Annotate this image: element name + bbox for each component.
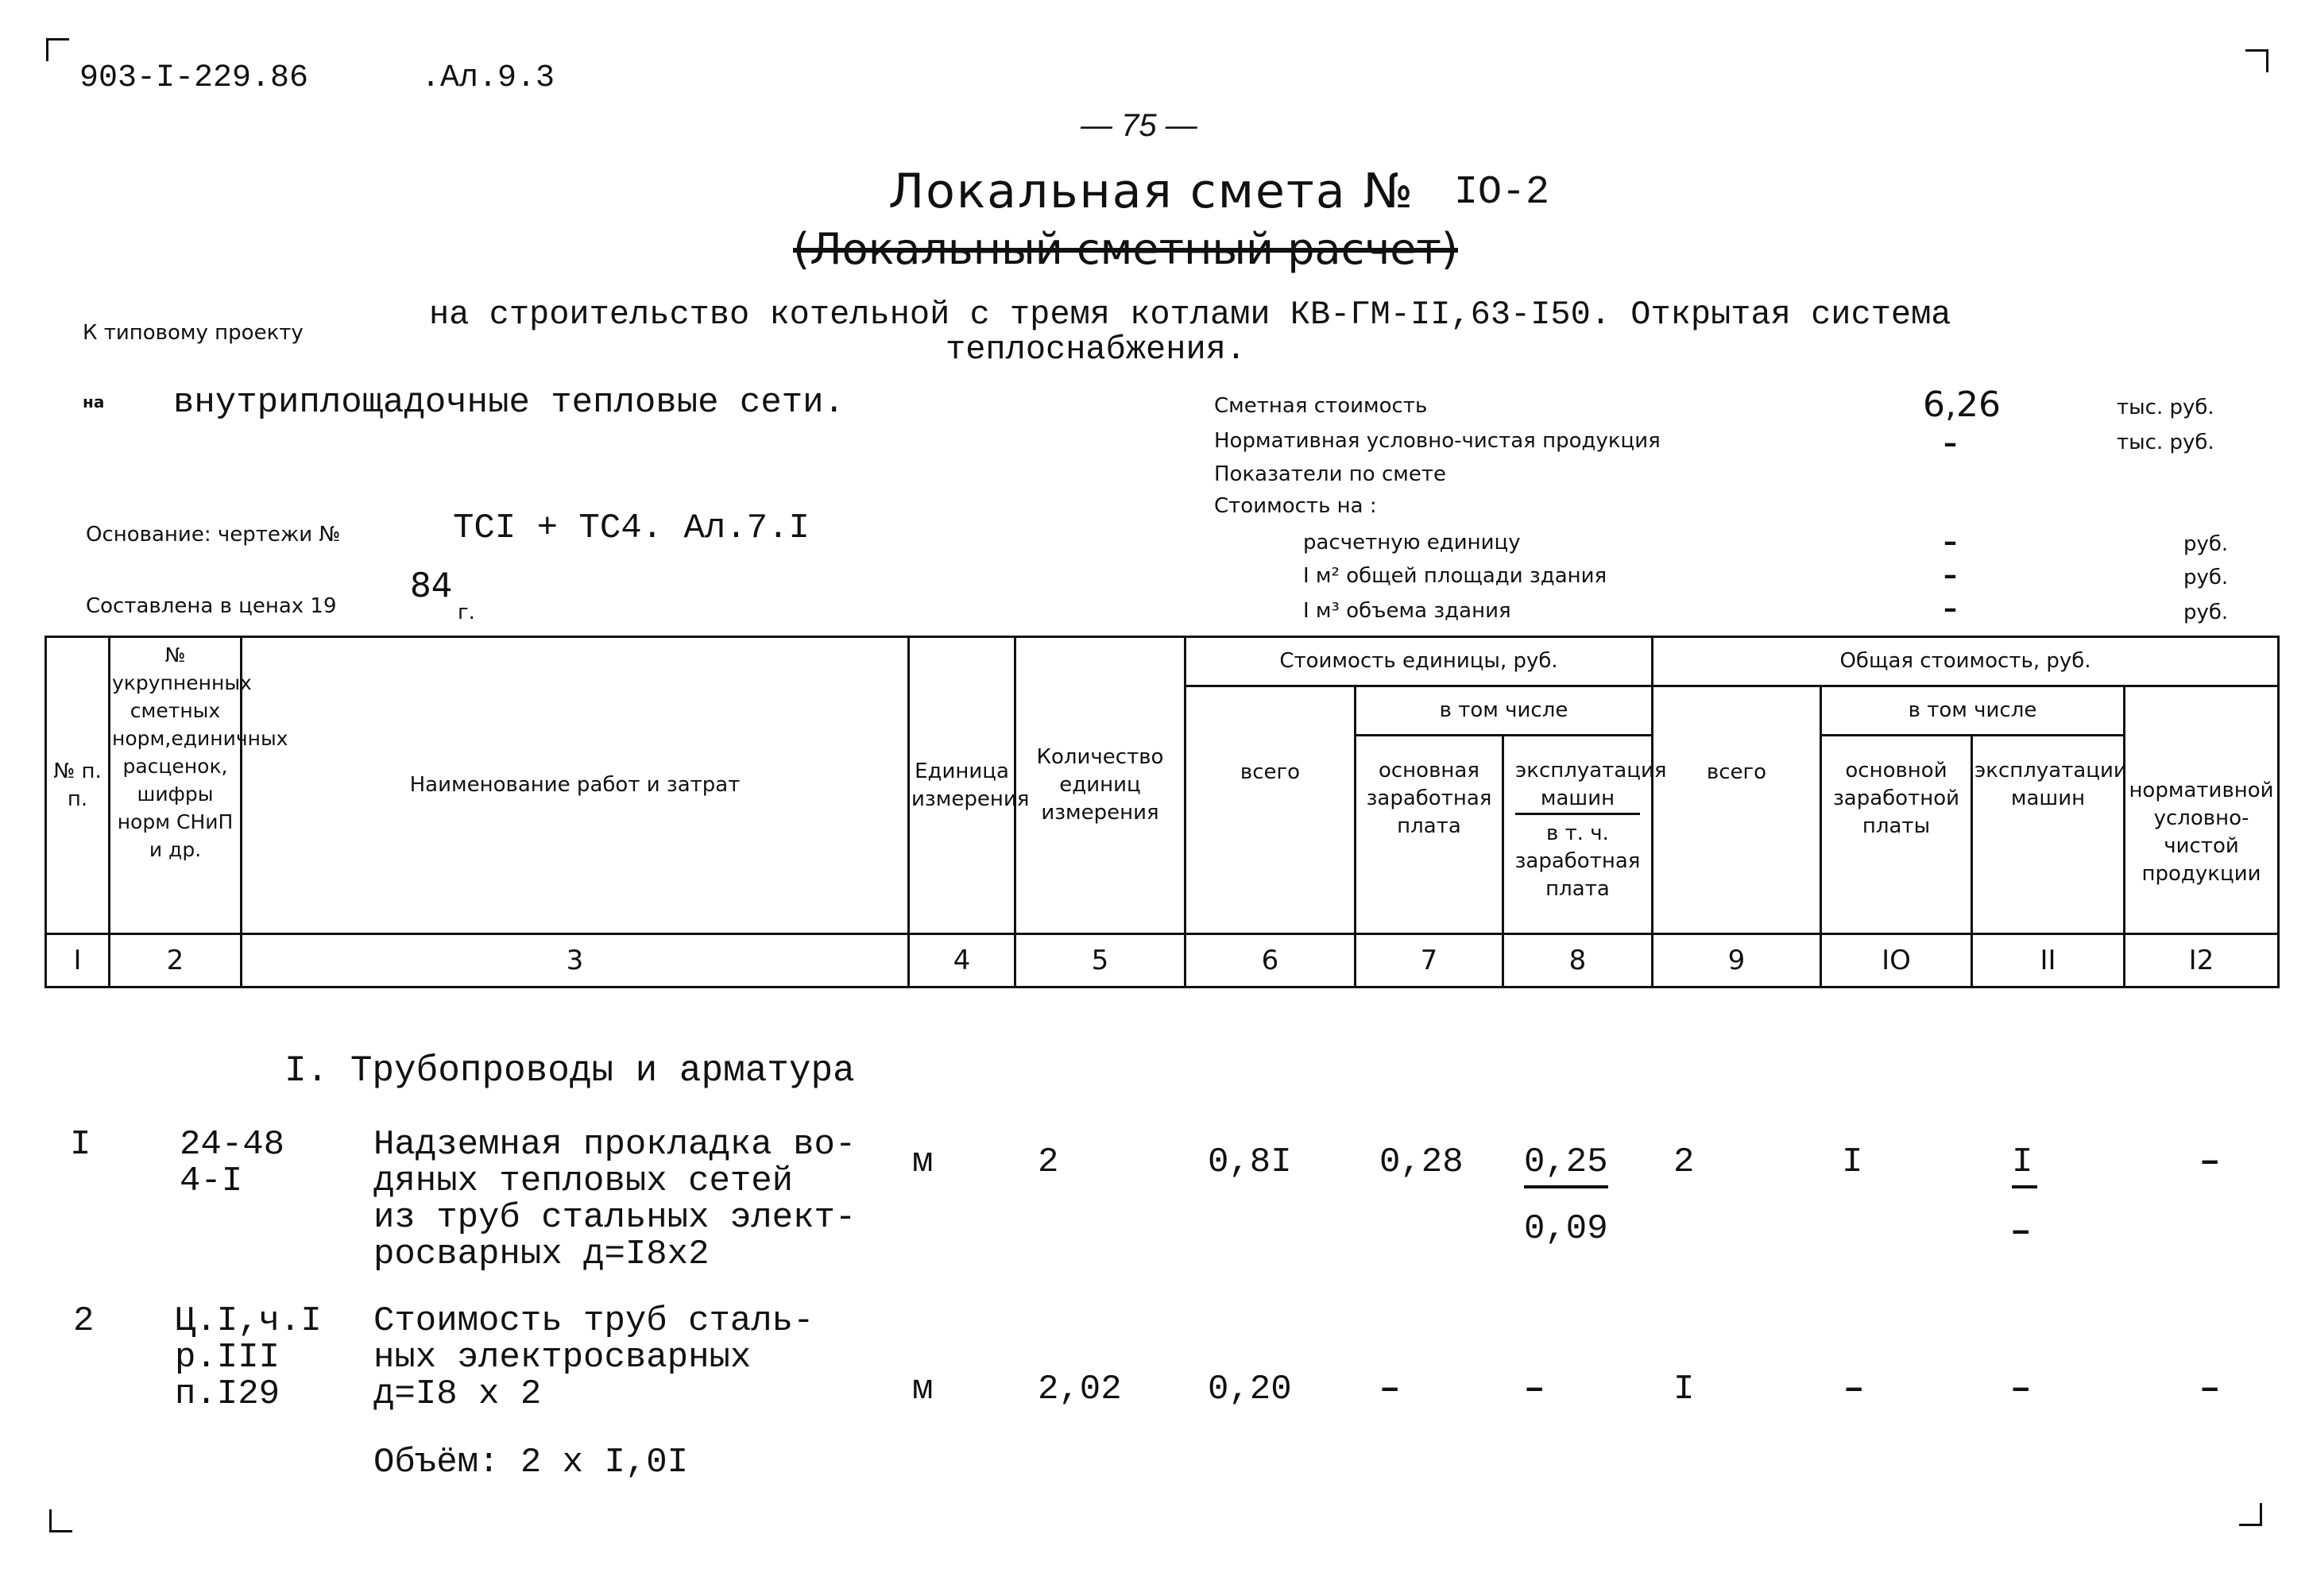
document-code: 903-I-229.86 xyxy=(79,60,309,96)
row-1-unit-mach-salary: 0,09 xyxy=(1524,1209,1608,1249)
header-col-12: нормативной условно-чистой продукции xyxy=(2125,686,2279,934)
col-number: 2 xyxy=(110,934,242,987)
page-number: — 75 — xyxy=(1081,108,1197,143)
summary-area-value: – xyxy=(1944,559,1957,591)
header-col-8 xyxy=(1503,736,1667,934)
row-1-unit-total: 0,8I xyxy=(1208,1142,1292,1182)
summary-unit-unit: руб. xyxy=(2183,532,2229,556)
on-label: на xyxy=(83,392,105,412)
header-incl-1: в том числе xyxy=(1356,686,1653,736)
summary-norm-label: Нормативная условно-чистая продукция xyxy=(1214,429,1661,453)
prices-label: Составлена в ценах 19 xyxy=(86,594,337,618)
row-1-total-mach: I xyxy=(2012,1144,2037,1188)
summary-cost-unit: тыс. руб. xyxy=(2117,396,2214,419)
summary-volume-unit: руб. xyxy=(2183,601,2229,624)
row-2-code-line: п.I29 xyxy=(175,1374,280,1414)
col-number: II xyxy=(1972,934,2125,987)
project-text-line2: теплоснабжения. xyxy=(946,330,1247,369)
summary-cost-value: 6,26 xyxy=(1923,385,2001,425)
summary-cost-label: Сметная стоимость xyxy=(1214,394,1428,418)
row-1-name-line: росварных д=I8x2 xyxy=(373,1235,710,1274)
row-2-code-line: р.III xyxy=(175,1338,280,1378)
col-number: 8 xyxy=(1503,934,1653,987)
row-2-code xyxy=(175,1303,322,1412)
row-2-total: I xyxy=(1673,1370,1695,1409)
col-number: 5 xyxy=(1015,934,1185,987)
row-2-volume-note: Объём: 2 x I,0I xyxy=(373,1443,689,1482)
row-1-code-line: 24-48 xyxy=(180,1125,285,1165)
col-number: 4 xyxy=(909,934,1015,987)
summary-cost-per-label: Стоимость на : xyxy=(1214,494,1377,518)
row-2-unit-salary: – xyxy=(1379,1370,1401,1409)
prices-suffix: г. xyxy=(458,601,475,624)
row-1-code xyxy=(180,1126,284,1200)
on-text: внутриплощадочные тепловые сети. xyxy=(173,383,845,423)
row-2-unit-mach: – xyxy=(1524,1370,1545,1409)
row-2-no: 2 xyxy=(73,1301,95,1341)
col-number: I xyxy=(46,934,110,987)
header-col-3: Наименование работ и затрат xyxy=(242,637,909,934)
header-col-5: Количество единиц измерения xyxy=(1015,637,1185,934)
header-col-2: № укрупненных сметных норм,единичных расценок, шифры норм СНиП и др. xyxy=(110,637,242,934)
row-1-name-line: из труб стальных элект- xyxy=(373,1198,857,1238)
corner-mark-top-right xyxy=(2245,49,2268,72)
project-label: К типовому проекту xyxy=(83,321,304,345)
row-2-total-mach: – xyxy=(2010,1370,2032,1409)
header-col-6: всего xyxy=(1185,686,1356,934)
header-col-11: эксплуатации машин xyxy=(1972,736,2125,934)
summary-norm-value: – xyxy=(1944,427,1957,459)
header-col-4: Единица измерения xyxy=(909,637,1015,934)
row-1-total-salary: I xyxy=(1842,1142,1863,1182)
header-col-10: основной заработной платы xyxy=(1821,736,1972,934)
basis-label: Основание: чертежи № xyxy=(86,523,341,547)
summary-unit-value: – xyxy=(1944,526,1957,558)
summary-norm-unit: тыс. руб. xyxy=(2117,431,2214,454)
estimate-number: IO-2 xyxy=(1454,170,1550,215)
header-col-1: № п. п. xyxy=(46,637,110,934)
summary-volume-label: I м³ объема здания xyxy=(1303,599,1511,623)
row-2-unit-total: 0,20 xyxy=(1208,1370,1292,1409)
prices-year: 84 xyxy=(410,566,453,605)
row-1-name xyxy=(373,1126,856,1273)
row-2-name-line: д=I8 x 2 xyxy=(373,1374,542,1414)
page-title: Локальная смета № xyxy=(888,164,1415,219)
album-code: .Ал.9.3 xyxy=(421,60,555,96)
summary-area-label: I м² общей площади здания xyxy=(1303,564,1607,588)
row-1-total-mach-salary: – xyxy=(2010,1212,2032,1252)
row-2-code-line: Ц.I,ч.I xyxy=(175,1301,322,1341)
row-1-no: I xyxy=(70,1125,91,1165)
row-1-unit-mach: 0,25 xyxy=(1524,1144,1608,1188)
row-1-code-line: 4-I xyxy=(180,1161,243,1201)
col-number: 7 xyxy=(1356,934,1503,987)
row-2-qty: 2,02 xyxy=(1038,1370,1122,1409)
summary-area-unit: руб. xyxy=(2183,566,2229,589)
row-1-qty: 2 xyxy=(1038,1142,1059,1182)
corner-mark-top-left xyxy=(46,38,69,61)
col-number: 9 xyxy=(1653,934,1821,987)
col-number: 3 xyxy=(242,934,909,987)
row-2-unit: м xyxy=(912,1370,934,1409)
summary-volume-value: – xyxy=(1944,593,1957,624)
row-1-name-line: Надземная прокладка во- xyxy=(373,1125,857,1165)
summary-indicators-label: Показатели по смете xyxy=(1214,462,1446,486)
row-2-total-norm: – xyxy=(2199,1370,2221,1409)
col-number: 6 xyxy=(1185,934,1356,987)
row-1-unit-salary: 0,28 xyxy=(1379,1142,1464,1182)
project-text-line1: на строительство котельной с тремя котлами КВ-ГМ-II,63-I50. Открытая система xyxy=(429,296,1951,334)
struck-subtitle: (Локальный сметный расчет) xyxy=(793,224,1458,274)
row-1-total-norm: – xyxy=(2199,1142,2221,1182)
row-1-unit: м xyxy=(912,1142,934,1182)
row-2-total-salary: – xyxy=(1843,1370,1865,1409)
section-title: I. Трубопроводы и арматура xyxy=(284,1050,855,1092)
col-number: I2 xyxy=(2125,934,2279,987)
basis-text: ТСI + ТС4. Ал.7.I xyxy=(453,508,810,548)
header-total-cost-group: Общая стоимость, руб. xyxy=(1653,637,2279,686)
header-col-7: основная заработная плата xyxy=(1356,736,1503,934)
summary-unit-label: расчетную единицу xyxy=(1303,531,1521,555)
col-number: IO xyxy=(1821,934,1972,987)
row-1-name-line: дяных тепловых сетей xyxy=(373,1161,794,1201)
row-2-name-line: ных электросварных xyxy=(373,1338,752,1378)
row-2-name-line: Стоимость труб сталь- xyxy=(373,1301,814,1341)
header-col-8-bottom: в т. ч. заработная плата xyxy=(1514,821,1641,901)
header-unit-cost-group: Стоимость единицы, руб. xyxy=(1185,637,1653,686)
corner-mark-bottom-right xyxy=(2239,1503,2262,1526)
estimate-header-table xyxy=(44,636,2280,988)
row-2-name xyxy=(373,1303,814,1412)
row-1-total: 2 xyxy=(1673,1142,1695,1182)
header-col-8-top: эксплуатация машин xyxy=(1515,757,1640,815)
corner-mark-bottom-left xyxy=(49,1509,72,1532)
header-col-9: всего xyxy=(1653,686,1821,934)
header-incl-2: в том числе xyxy=(1821,686,2125,736)
header-number-row xyxy=(46,934,2279,987)
